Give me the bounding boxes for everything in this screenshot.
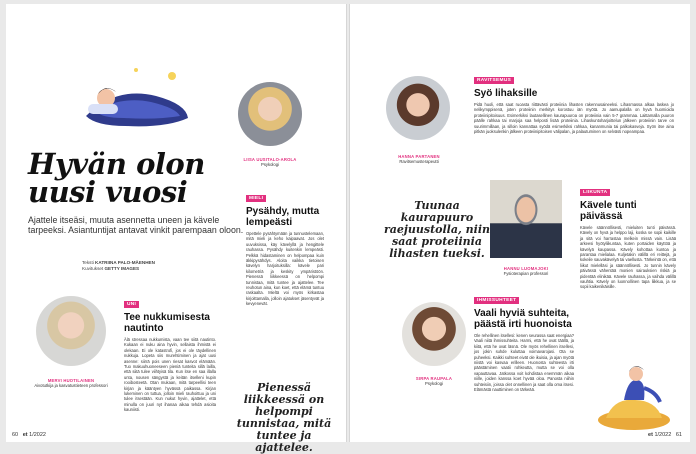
- pull-quote-right: Tuunaa kaurapuuro raejuustolla, niin saat proteiinia lihasten tueksi.: [384, 199, 491, 260]
- portrait-hannu: [490, 180, 562, 258]
- section-ravitsemus: [474, 68, 674, 134]
- title-mieli: Pysähdy, mutta lempeästi: [246, 206, 320, 228]
- tag-ravitsemus: RAVITSEMUS: [474, 77, 514, 84]
- expert-name-hannu: HANNU LUOMAJOKI: [503, 266, 549, 271]
- expert-name-mervi: MERVI HUOTILAINEN: [47, 378, 95, 383]
- folio-right-mag: et: [648, 432, 653, 438]
- body-mieli: Opettele pysähtymään ja tunnustelemaan, mitä mieli ja keho kaipaavat. Jos olet uuvuksissa, käy kävelyllä ja hengittele rauhassa. Pysähdy kuitenkin lempeästi. Pelkkä hidastaminen on helpompaa kuin äkkipysähdys. Aloita vaikka tietoisen kävelyn harjoituksilla: kävele pari kilometriä ja keskity ympäristöön. Pienessä liikkeessä on helpompi tunnistaa, mitä tuntee ja ajattelee. Tee reuhotun aina, kun koet, että elämä tuntuu raskaalta. Mieltä voi myös kirkastaa kirjoittamalla, jolloin ajatukset jäsentyvät ja kevyenevät.: [246, 231, 324, 307]
- tag-mieli: MIELI: [246, 195, 266, 202]
- body-ihmissuhteet: Ole rehellinen itsellesi: kenen seurassa saat energiaa? Vaali niitä ihmissuhteita. Harmi, että he ovat täällä, ja kiitä, että he ovat läsnä. Ole myös rehellinen itsellesi, jos jokin suhde kuluttaa voimavarojasi. Ota se puheeksi. Kaikki suhteet eivät ole ikuisia, ja ajan myötä niistä voi kasvaa erilleen. Huonosta suhteesta irti päästäminen vaatii rohkeutta, mutta se voi olla vapauttavaa. Jatkossa voit kohdistaa enemmän aikaa niille, joiden kanssa koet hyvää oloa. Panosta niihin suhteisiin, joissa olet onnellinen ja saat olla oma itsesi. Elämästä nauttiminen on tärkeää.: [474, 333, 574, 393]
- title-ravitsemus: Syö lihaksille: [474, 88, 538, 99]
- credit-text-label: Teksti: [82, 260, 94, 265]
- right-page: [350, 4, 690, 442]
- expert-role-sirpa: Psykologi: [425, 381, 443, 387]
- caption-hanna: [378, 154, 460, 164]
- credit-photos-label: Kuvitukset: [82, 266, 104, 271]
- credit-photos-source: GETTY IMAGES: [104, 266, 140, 271]
- tag-liikunta: LIIKUNTA: [580, 189, 610, 196]
- section-liikunta: [580, 180, 676, 290]
- caption-hannu: [486, 266, 566, 276]
- expert-name-sirpa: SIRPA RAUPALA: [415, 376, 453, 381]
- body-ravitsemus: Pidä huoli, että saat ruoasta riittävästi proteiinia lihasten rakennusaineeksi. Lihasmassa alkaa laskea jo nelikymppisenä, joten proteiinin merkitys korostuu iän myötä. Jo aamupalalla on hyvä huomioida proteiinipitoisuus. Esimerkiksi lautasellinen kaurapuuroa on proteiinia vain 5-7 grammaa. Laittamalla puuron päälle rahkaa tai marjoja saa helposti lisää proteiinia. Lihaskuntoharjoittelun jälkeen proteiinin tarve on suurimmillaan, ja silloin kannattaa syödä esimerkiksi rahkaa, kananmunia tai palkokasveja. Syön itse aina pitkän juoksulenkin jälkeen proteiinipitoisen välipalan, ja palautuminen on selvästi nopeampaa.: [474, 102, 674, 135]
- portrait-mervi: [36, 296, 106, 366]
- pull-quote-left: Pienessä liikkeessä on helpompi tunnistaa, mitä tuntee ja ajattelee.: [236, 381, 332, 454]
- folio-right-issue: 1/2022: [654, 432, 672, 438]
- expert-role-hannu: Fysioterapian professori: [503, 271, 549, 277]
- expert-role-mervi: Aivotutkija ja kasvatustieteen professori: [34, 383, 108, 389]
- portrait-liisa: [238, 82, 302, 146]
- portrait-sirpa: [402, 302, 466, 366]
- folio-left-page: 60: [12, 432, 19, 438]
- article-credits: [82, 260, 155, 272]
- ingress: Ajattele itseäsi, muuta asennetta uneen ja kävele tarpeeksi. Asiantuntijat antavat vinkit parempaan oloon.: [28, 215, 244, 236]
- headline: Hyvän olon uusi vuosi: [28, 147, 205, 209]
- folio-right-page: 61: [675, 432, 682, 438]
- body-uni: Älä stressaa nukkumista, vaan tee siitä nautinto. Kukaan ei nuku aina hyvin, sellaista ihmistä ei olekaan. Ei ole katastrofi, jos ei ole täydellinen nukkuja. Lopeta siis murehtiminen ja ajat uusi asenne: siirrä pois unen riesat kasvot elämään. Tuo makuuhuoneeseen pieniä tunteita sillä lailla, että siitä tulee viihtyisä tila. Kun itse en saa illalla unta, nousen sängystä ja keitän itselleni kupin rooibosteetä. Otan mukaan, mitä tarpeellisi teen kirjan ja kääntyen hyvässä paikassa. Kirjan lukeminen on tuttua, jolloin mieli rauhoittuu ja uni tulee itsestään. Kun nukut hyvin, ajattelet, että minulla on juuri nyt ihanaa aikaa tehdä asioita kauniisti.: [124, 337, 216, 413]
- portrait-hanna: [386, 76, 450, 140]
- folio-left: [12, 432, 46, 438]
- caption-sirpa: [396, 376, 472, 386]
- title-uni: Tee nukkumisesta nautinto: [124, 312, 210, 334]
- expert-role-hanna: Ravitsemusterapeutti: [399, 159, 439, 165]
- expert-name-liisa: LIISA UUSITALO-AROLA: [243, 157, 297, 162]
- credit-text-author: KATRIINA PALO-MÄENHEN: [95, 260, 155, 265]
- section-ihmissuhteet: [474, 288, 574, 392]
- folio-left-mag: et: [22, 432, 28, 438]
- caption-liisa: [238, 157, 302, 167]
- title-ihmissuhteet: Vaali hyviä suhteita, päästä irti huonoista: [474, 308, 572, 330]
- title-liikunta: Kävele tunti päivässä: [580, 200, 637, 222]
- folio-left-issue: 1/2022: [29, 432, 46, 438]
- left-page: [6, 4, 346, 454]
- caption-mervi: [30, 378, 112, 388]
- expert-role-liisa: Psykologi: [261, 162, 279, 168]
- sleeping-woman-illustration: [76, 56, 196, 136]
- expert-name-hanna: HANNA PARTANEN: [398, 154, 440, 159]
- folio-right: [648, 432, 682, 438]
- section-mieli: [246, 186, 324, 307]
- seated-woman-illustration: [586, 358, 682, 432]
- tag-ihmissuhteet: IHMISSUHTEET: [474, 297, 519, 304]
- section-uni: [124, 292, 216, 413]
- body-liikunta: Kävele säännöllisesti, mieluiten tunti päivässä. Kävely on hyvä ja helppo laji, koska se sopii kaikille ja sitä voi harrastaa melkein missä vain. Lisää arkeesi hyötyliikuntaa, kuten portaiden käyttöä ja kävelyä kaupassa. Kävely kohottaa kuntoa ja parantaa mielialaa. Kuljetakin välillä eri reittejä, ja kokeile sauvakävelyä tai vaellusta. Tärkeintä on, että liikut mielelläsi ja säännöllisesti. Jo tunnin kävely päivässä vähentää monien sairauksien riskiä ja pidentää elinikää. Kävele rauhassa, ja vaihda välillä vauhtia. Kävely on luonnollinen tapa liikkua, ja se sopii kaikenikäisille.: [580, 225, 676, 290]
- tag-uni: UNI: [124, 301, 139, 308]
